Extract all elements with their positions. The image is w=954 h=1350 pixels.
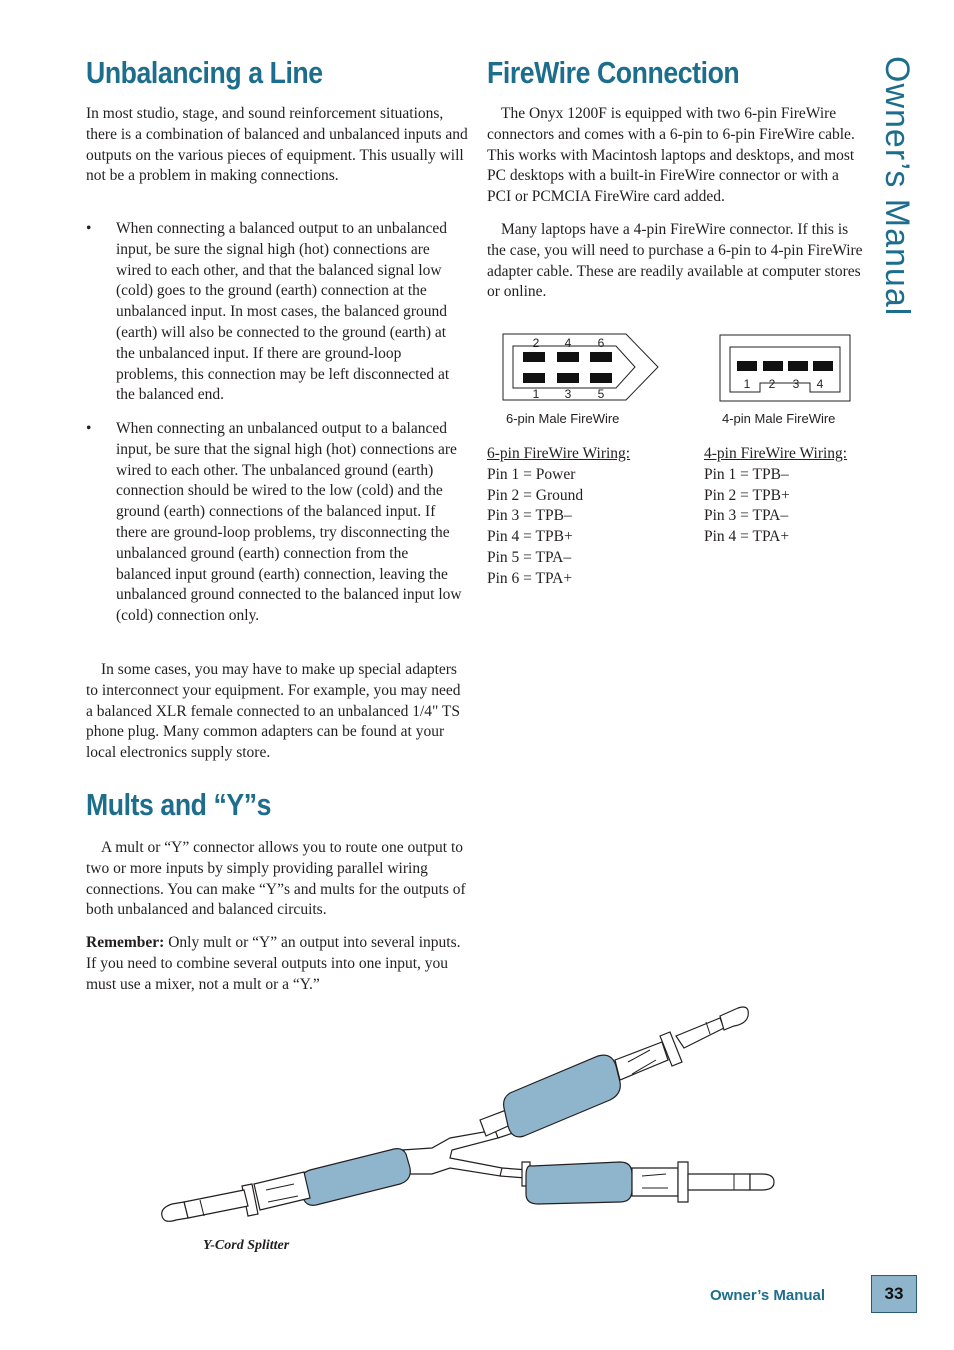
page-number: 33	[884, 1284, 904, 1303]
mults-intro: A mult or “Y” connector allows you to route one output to two or more inputs by simply providing parallel wiring connections. You can make “Y”s and mults for the outputs of both unbalanced and balanced circuits.	[86, 839, 466, 919]
firewire-p1: The Onyx 1200F is equipped with two 6-pin FireWire connectors and comes with a 6-pin to 6-pin FireWire cable. This works with Macintosh laptops and desktops, and most PC desktops with a built-in FireWire connector or with a PCI or PCMCIA FireWire card added.	[487, 105, 855, 206]
six-pin-wiring-list	[487, 444, 687, 590]
y-cord-splitter-illustration	[150, 990, 790, 1235]
six-pin-wiring-title: 6-pin FireWire Wiring:	[487, 445, 631, 462]
four-pin-label-2: 2	[768, 377, 776, 391]
page-number-box	[871, 1275, 917, 1313]
four-pin-wiring-title: 4-pin FireWire Wiring:	[704, 445, 848, 462]
four-pin-label-4: 4	[816, 377, 824, 391]
mults-remember	[86, 933, 468, 995]
bullet-item-1	[86, 219, 468, 409]
bullet-dot-1: •	[86, 220, 92, 237]
side-title	[872, 56, 920, 346]
four-pin-label-3: 3	[792, 377, 800, 391]
six-pin-wiring-row: Pin 1 = Power	[487, 465, 576, 483]
six-pin-wiring-row: Pin 3 = TPB–	[487, 507, 572, 525]
remember-text: Only mult or “Y” an output into several inputs. If you need to combine several outputs into one input, you must use a mixer, not a mult or a “Y.”	[86, 934, 461, 993]
heading-firewire: FireWire Connection	[487, 55, 740, 90]
four-pin-connector-diagram	[719, 334, 853, 404]
six-pin-label-6: 6	[597, 336, 605, 350]
six-pin-label-3: 3	[564, 387, 572, 401]
four-pin-label-1: 1	[743, 377, 751, 391]
four-pin-wiring-row: Pin 3 = TPA–	[704, 507, 789, 525]
four-pin-wiring-row: Pin 4 = TPA+	[704, 528, 790, 546]
bullet-text-1: When connecting a balanced output to an unbalanced input, be sure the signal high (hot) connections are wired to each other, and that the balanced signal low (cold) goes to the ground (earth) connection at the unbalanced input. In most cases, the balanced ground (earth) will also be connected to the ground (earth) at the unbalanced input. If there are ground-loop problems, this connection may be left disconnected at the balanced end.	[116, 220, 450, 404]
figure-caption: Y-Cord Splitter	[203, 1238, 290, 1253]
six-pin-connector-diagram	[502, 333, 662, 403]
six-pin-wiring-row: Pin 5 = TPA–	[487, 548, 572, 566]
heading-unbalancing: Unbalancing a Line	[86, 55, 323, 90]
four-pin-wiring-list	[704, 444, 904, 548]
heading-mults: Mults and “Y”s	[86, 787, 272, 822]
six-pin-label-2: 2	[532, 336, 540, 350]
side-title-text: Owner’s Manual	[878, 56, 916, 317]
six-pin-label-5: 5	[597, 387, 605, 401]
six-pin-wiring-row: Pin 2 = Ground	[487, 486, 584, 504]
four-pin-wiring-row: Pin 1 = TPB–	[704, 465, 789, 483]
bullet-text-2: When connecting an unbalanced output to a balanced input, be sure that the signal high (hot) connections are wired to each other. The unbalanced ground (earth) connection should be wired to the low (cold) and the ground (earth) connections of the balanced input. If there are ground-loop problems, try disconnecting the unbalanced ground (earth) connection from the balanced input ground (earth) connection, leaving the unbalanced ground connected to the balanced input low (cold) connection only.	[116, 420, 462, 625]
firewire-p2: Many laptops have a 4-pin FireWire connector. If this is the case, you will need to purchase a 6-pin to 4-pin FireWire adapter cable. These are readily available at computer stores or online.	[487, 221, 863, 301]
six-pin-label-4: 4	[564, 336, 572, 350]
four-pin-wiring-row: Pin 2 = TPB+	[704, 486, 790, 504]
six-pin-label-1: 1	[532, 387, 540, 401]
unbalancing-closing: In some cases, you may have to make up special adapters to interconnect your equipment. For example, you may need a balanced XLR female connected to an unbalanced 1/4" TS phone plug. Many common adapters can be found at your local electronics supply store.	[86, 661, 461, 762]
bullet-dot-2: •	[86, 420, 92, 437]
six-pin-wiring-row: Pin 4 = TPB+	[487, 528, 573, 546]
bullet-item-2	[86, 419, 468, 649]
six-pin-caption: 6-pin Male FireWire	[506, 411, 620, 426]
four-pin-caption: 4-pin Male FireWire	[722, 411, 836, 426]
remember-label: Remember:	[86, 934, 165, 951]
unbalancing-intro: In most studio, stage, and sound reinforcement situations, there is a combination of balanced and unbalanced inputs and outputs on the various pieces of equipment. This usually will not be a problem in making connections.	[86, 105, 468, 185]
six-pin-wiring-row: Pin 6 = TPA+	[487, 569, 573, 587]
footer-manual-label: Owner’s Manual	[710, 1287, 826, 1304]
